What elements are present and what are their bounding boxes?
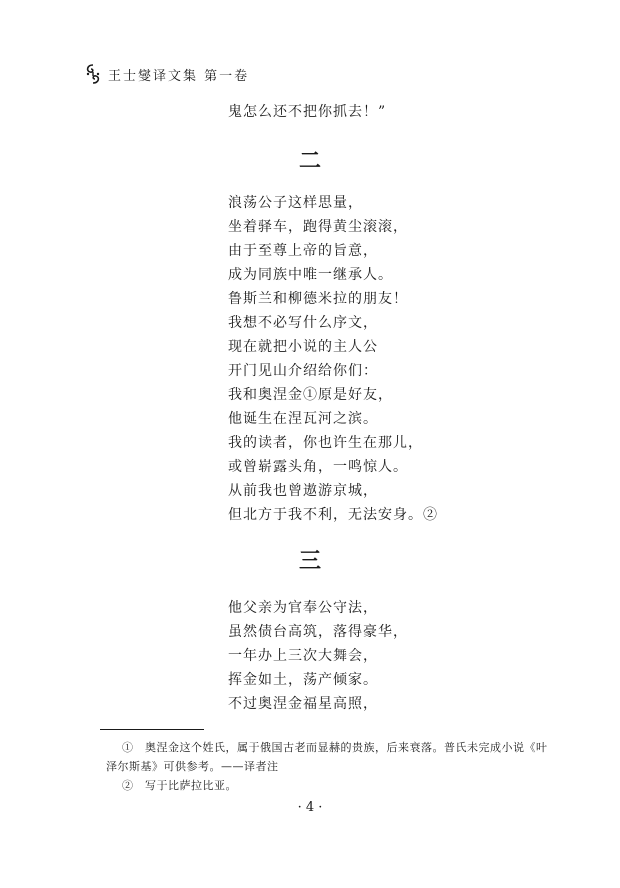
verse-line: 现在就把小说的主人公 [228, 339, 378, 355]
footnote-1-line-1: ① 奥涅金这个姓氏，属于俄国古老而显赫的贵族，后来衰落。普氏未完成小说《叶 [122, 741, 548, 754]
verse-line: 坐着驿车，跑得黄尘滚滚， [228, 219, 408, 235]
verse-line: 我想不必写什么序文， [228, 315, 378, 331]
footnote-2: ② 写于比萨拉比亚。 [122, 779, 237, 792]
verse-line: 成为同族中唯一继承人。 [228, 267, 393, 283]
verse-line: 我和奥涅金①原是好友， [228, 387, 393, 403]
verse-line: 鲁斯兰和柳德米拉的朋友！ [228, 291, 408, 307]
footnote-rule [100, 729, 204, 730]
continuation-line: 鬼怎么还不把你抓去！” [228, 104, 387, 120]
verse-line: 但北方于我不利，无法安身。② [228, 507, 438, 523]
scroll-ornament-icon [84, 63, 102, 85]
page-number: · 4 · [297, 800, 323, 815]
verse-line: 由于至尊上帝的旨意， [228, 243, 378, 259]
book-title: 王士燮译文集 第一卷 [108, 68, 250, 84]
verse-line: 虽然债台高筑，落得豪华， [228, 624, 408, 640]
verse-line: 他父亲为官奉公守法， [228, 600, 378, 616]
verse-line: 我的读者，你也许生在那儿， [228, 435, 423, 451]
running-header [84, 62, 249, 86]
section-number: 二 [298, 148, 321, 174]
verse-line: 浪荡公子这样思量， [228, 195, 363, 211]
verse-line: 不过奥涅金福星高照， [228, 696, 378, 712]
verse-line: 一年办上三次大舞会， [228, 648, 378, 664]
verse-line: 开门见山介绍给你们： [228, 363, 378, 379]
verse-line: 挥金如土，荡产倾家。 [228, 672, 378, 688]
section-number: 三 [298, 548, 321, 574]
verse-line: 或曾崭露头角，一鸣惊人。 [228, 459, 408, 475]
verse-line: 他诞生在涅瓦河之滨。 [228, 411, 378, 427]
footnote-1-line-2: 泽尔斯基》可供参考。——译者注 [106, 760, 279, 773]
verse-line: 从前我也曾遨游京城， [228, 483, 378, 499]
